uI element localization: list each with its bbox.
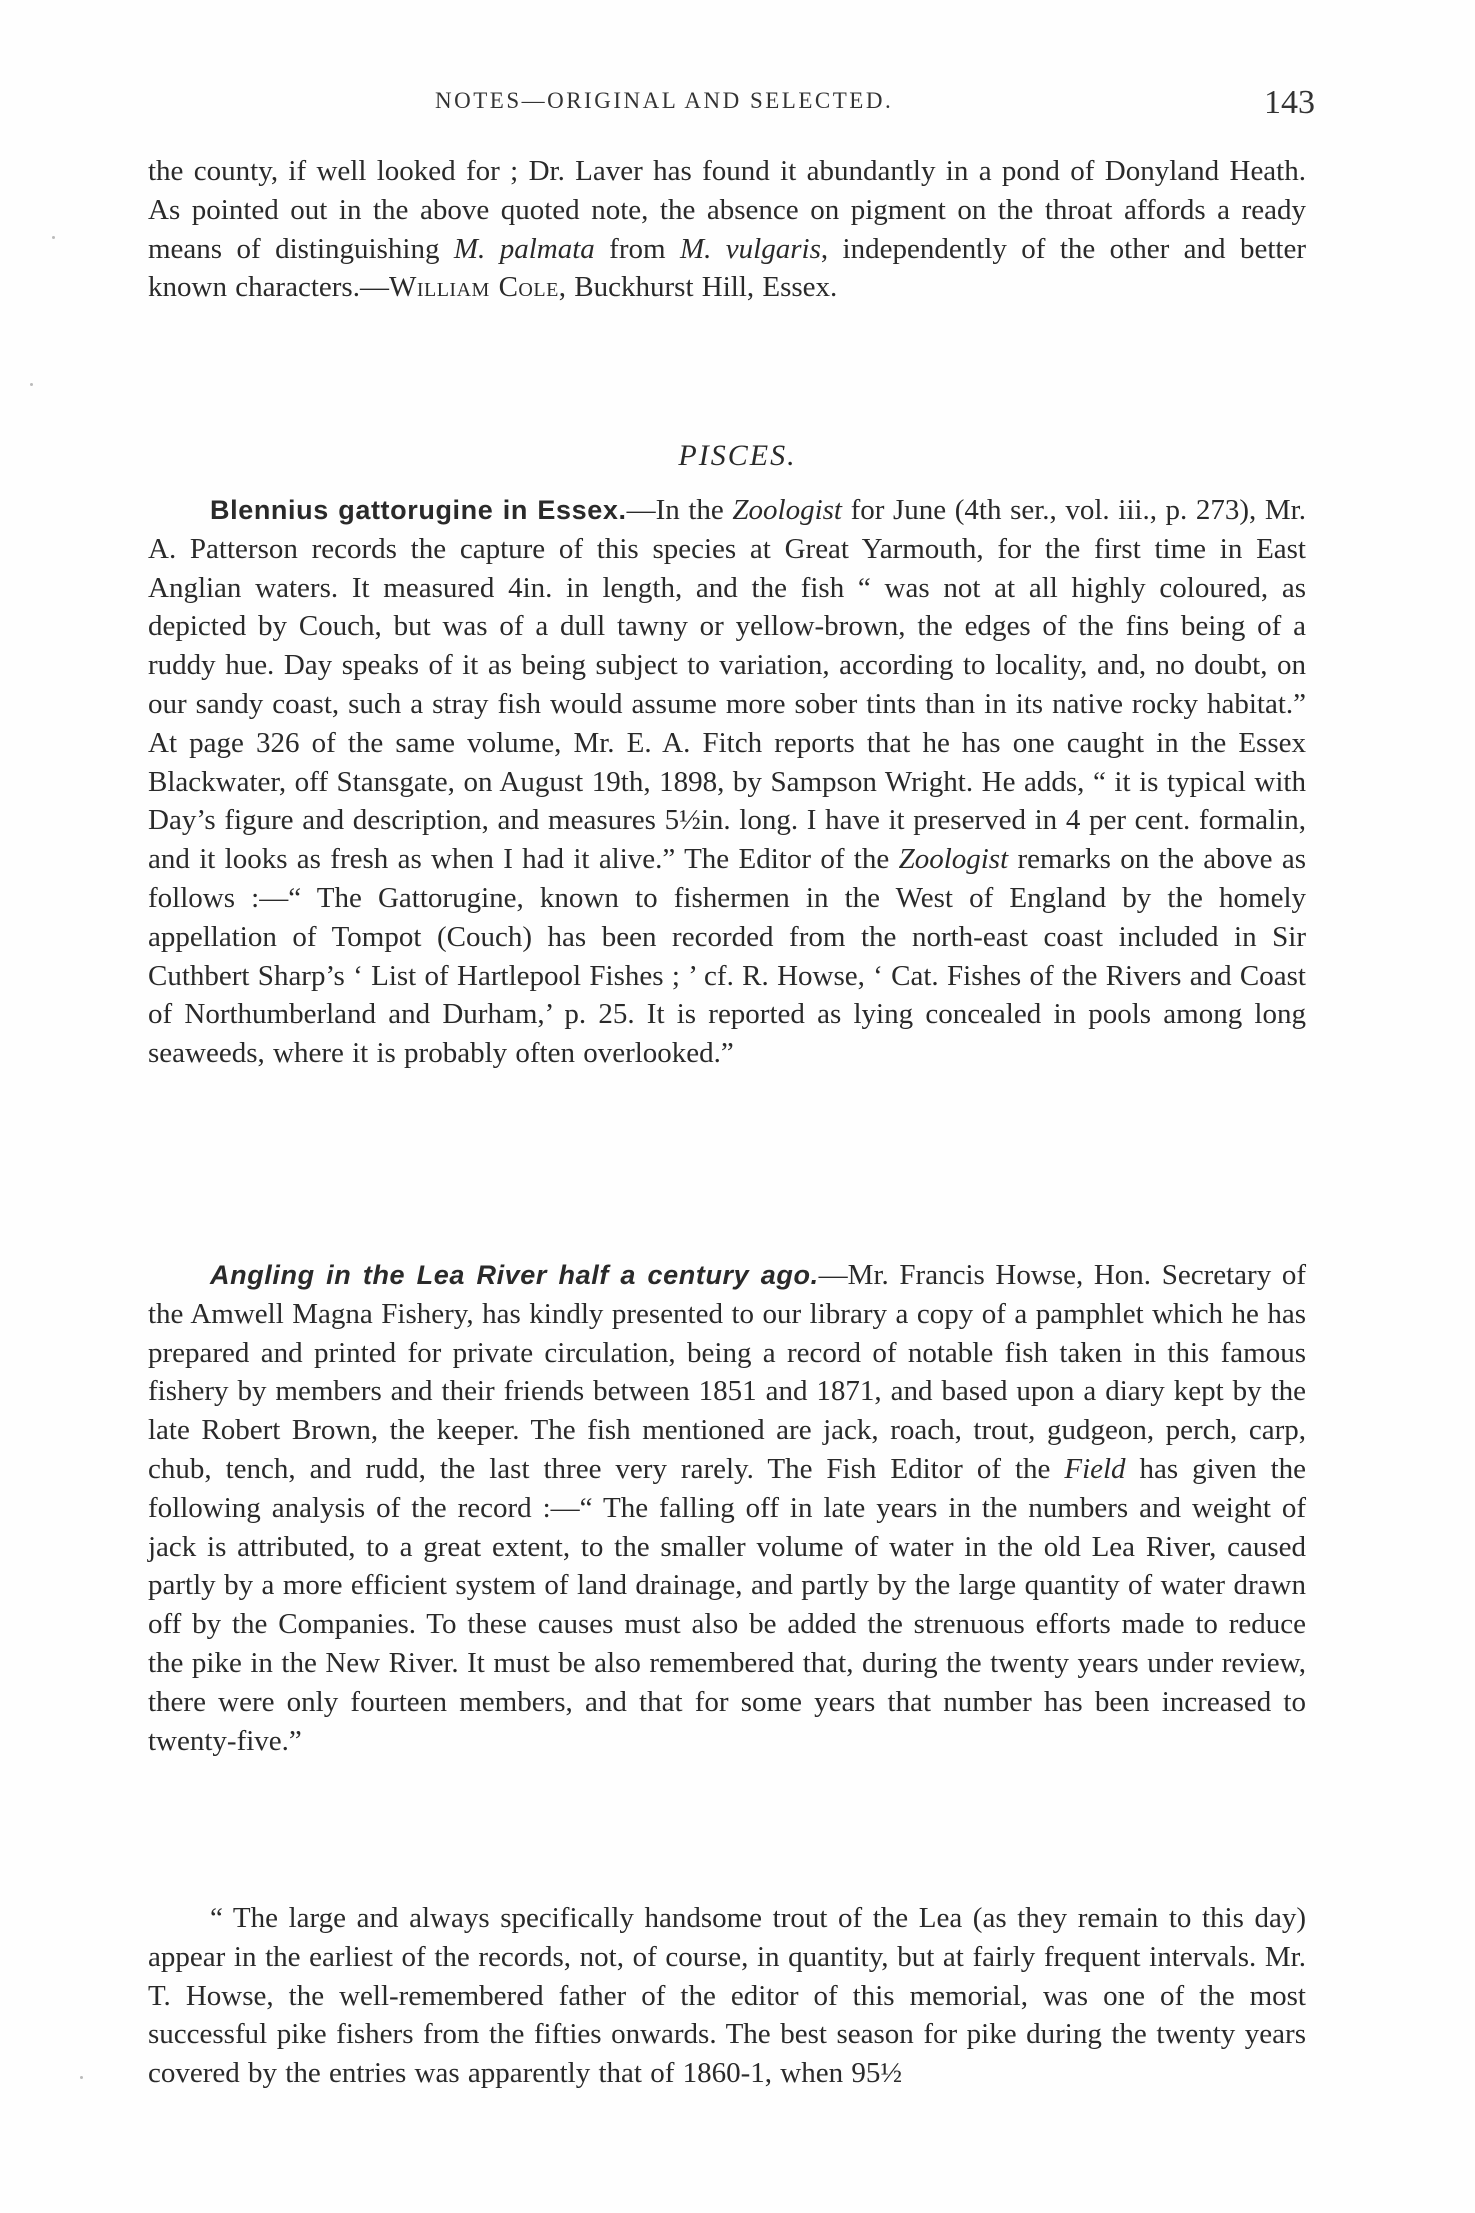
running-title: NOTES—ORIGINAL AND SELECTED. [435,88,894,113]
paper-speck [80,2076,83,2079]
intro-paragraph [148,152,1306,307]
angling-text-1: —Mr. Francis Howse, Hon. Secretary of the Amwell Magna Fishery, has kindly presented to our library a copy of a pamphlet which he has prepared and printed for private circulation, being a record of notable fish taken in this famous fishery by members and their friends between 1851 and 1871, and based upon a diary kept by the late Robert Brown, the keeper. The fish mentioned are jack, roach, trout, gudgeon, perch, carp, chub, tench, and rudd, the last three very rarely. The Fish Editor of the [148,1259,1306,1485]
intro-text-3: , independently of the other and better known characters.— [148,232,1306,304]
blennius-note-title: Blennius gattorugine in Essex. [210,495,627,525]
author-name: William Cole [388,271,559,304]
paper-speck [52,236,55,239]
blennius-note [148,491,1306,1073]
journal-title-zoologist: Zoologist [898,843,1009,876]
section-heading-pisces: PISCES. [678,439,797,472]
blennius-text-3: remarks on the above as follows :—“ The Gattorugine, known to fishermen in the West of England by the homely appellation of Tompot (Couch) has been recorded from the north-east coast included in Sir Cuthbert Sharp’s ‘ List of Hartlepool Fishes ; ’ cf. R. Howse, ‘ Cat. Fishes of the Rivers and Coast of Northumberland and Durham,’ p. 25. It is reported as lying concealed in pools among long seaweeds, where it is probably often overlooked.” [148,843,1307,1070]
page-number: 143 [1264,84,1315,121]
angling-note-title: Angling in the Lea River half a century ago. [210,1260,819,1290]
species-name-palmata: M. palmata [453,232,595,265]
trout-paragraph [148,1899,1306,2093]
blennius-text-2: for June (4th ser., vol. iii., p. 273), Mr. A. Patterson records the capture of this species at Great Yarmouth, for the first time in East Anglian waters. It measured 4in. in length, and the fish “ was not at all highly coloured, as depicted by Couch, but was of a dull tawny or yellow-brown, the edges of the fins being of a ruddy hue. Day speaks of it as being subject to variation, according to locality, and, no doubt, on our sandy coast, such a stray fish would assume more sober tints than in its native rocky habitat.” At page 326 of the same volume, Mr. E. A. Fitch reports that he has one caught in the Essex Blackwater, off Stansgate, on August 19th, 1898, by Sampson Wright. He adds, “ it is typical with Day’s figure and description, and measures 5½in. long. I have it preserved in 4 per cent. formalin, and it looks as fresh as when I had it alive.” The Editor of the [148,494,1306,876]
intro-text-2: from [594,232,680,265]
paper-speck [30,383,33,386]
running-head [140,84,1315,128]
journal-title-field: Field [1064,1452,1126,1485]
species-name-vulgaris: M. vulgaris [679,232,821,265]
angling-text-2: has given the following analysis of the record :—“ The falling off in late years in the numbers and weight of jack is attributed, to a great extent, to the smaller volume of water in the old Lea River, caused partly by a more efficient system of land drainage, and partly by the large quantity of water drawn off by the Companies. To these causes must also be added the strenuous efforts made to reduce the pike in the New River. It must be also remembered that, during the twenty years under review, there were only fourteen members, and that for some years that number has been increased to twenty-five.” [148,1452,1306,1757]
trout-text: “ The large and always specifically handsome trout of the Lea (as they remain to this day) appear in the earliest of the records, not, of course, in quantity, but at fairly frequent intervals. Mr. T. Howse, the well-remembered father of the editor of this memorial, was one of the most successful pike fishers from the fifties onwards. The best season for pike during the twenty years covered by the entries was apparently that of 1860-1, when 95½ [148,1902,1306,2090]
journal-title-zoologist: Zoologist [732,494,842,526]
author-address: , Buckhurst Hill, Essex. [558,271,838,304]
angling-note [148,1256,1306,1760]
intro-text-1: the county, if well looked for ; Dr. Laver has found it abundantly in a pond of Donyland Heath. As pointed out in the above quoted note, the absence on pigment on the throat affords a ready means of distinguishing [148,155,1306,265]
blennius-text-1: —In the [626,494,733,526]
